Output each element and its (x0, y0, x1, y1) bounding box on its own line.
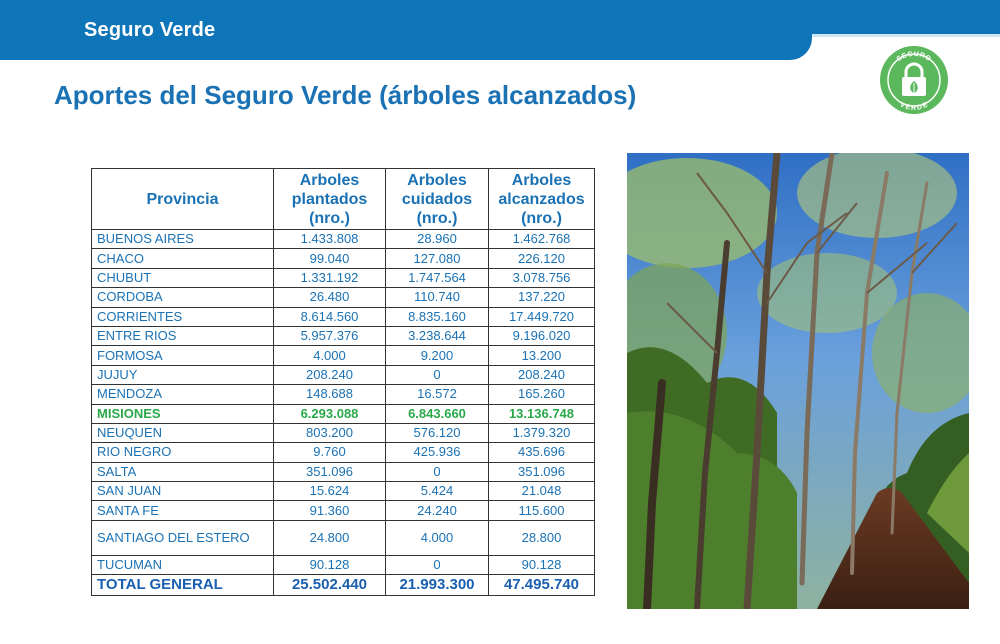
cell-cuidados: 576.120 (386, 423, 489, 442)
cell-cuidados: 0 (386, 555, 489, 574)
cell-alcanzados: 13.136.748 (489, 404, 595, 423)
cell-provincia: TUCUMAN (92, 555, 274, 574)
cell-plantados: 803.200 (274, 423, 386, 442)
cell-provincia: RIO NEGRO (92, 443, 274, 462)
cell-plantados: 4.000 (274, 346, 386, 365)
cell-provincia: CHACO (92, 249, 274, 268)
cell-alcanzados: 208.240 (489, 365, 595, 384)
cell-cuidados: 1.747.564 (386, 268, 489, 287)
cell-provincia: CHUBUT (92, 268, 274, 287)
cell-cuidados: 425.936 (386, 443, 489, 462)
header-title: Seguro Verde (84, 19, 216, 41)
logo-top-text: SEGURO (895, 50, 933, 64)
cell-cuidados: 24.240 (386, 501, 489, 520)
total-cuidados: 21.993.300 (386, 575, 489, 596)
cell-cuidados: 3.238.644 (386, 326, 489, 345)
cell-cuidados: 5.424 (386, 482, 489, 501)
header-bar-extension (812, 0, 1000, 34)
table-row (92, 326, 595, 345)
table-row (92, 249, 595, 268)
total-plantados: 25.502.440 (274, 575, 386, 596)
cell-plantados: 91.360 (274, 501, 386, 520)
table-total-row (92, 575, 595, 596)
table-row (92, 385, 595, 404)
cell-provincia: MISIONES (92, 404, 274, 423)
table-row (92, 482, 595, 501)
seguro-verde-logo (878, 44, 950, 116)
table-header-row (92, 169, 595, 230)
cell-alcanzados: 1.379.320 (489, 423, 595, 442)
cell-plantados: 208.240 (274, 365, 386, 384)
total-label: TOTAL GENERAL (92, 575, 274, 596)
cell-provincia: NEUQUEN (92, 423, 274, 442)
table-row (92, 230, 595, 249)
cell-alcanzados: 165.260 (489, 385, 595, 404)
cell-provincia: JUJUY (92, 365, 274, 384)
cell-cuidados: 0 (386, 462, 489, 481)
cell-provincia: CORDOBA (92, 288, 274, 307)
cell-alcanzados: 3.078.756 (489, 268, 595, 287)
header-bar-accent (812, 34, 1000, 37)
cell-provincia: SANTIAGO DEL ESTERO (92, 520, 274, 555)
table-row (92, 462, 595, 481)
header-cuidados: Arboles cuidados (nro.) (386, 169, 489, 230)
table-row (92, 365, 595, 384)
provinces-table (91, 168, 595, 596)
cell-provincia: SAN JUAN (92, 482, 274, 501)
cell-plantados: 1.331.192 (274, 268, 386, 287)
cell-provincia: ENTRE RIOS (92, 326, 274, 345)
cell-alcanzados: 90.128 (489, 555, 595, 574)
cell-plantados: 26.480 (274, 288, 386, 307)
cell-plantados: 5.957.376 (274, 326, 386, 345)
cell-cuidados: 8.835.160 (386, 307, 489, 326)
header-alcanzados: Arboles alcanzados (nro.) (489, 169, 595, 230)
page-title: Aportes del Seguro Verde (árboles alcanzados) (54, 80, 637, 110)
cell-plantados: 24.800 (274, 520, 386, 555)
cell-cuidados: 110.740 (386, 288, 489, 307)
cell-plantados: 8.614.560 (274, 307, 386, 326)
cell-alcanzados: 28.800 (489, 520, 595, 555)
cell-plantados: 15.624 (274, 482, 386, 501)
table-row-highlighted (92, 404, 595, 423)
header-provincia: Provincia (92, 169, 274, 230)
logo-bottom-text: VERDE (898, 101, 930, 113)
cell-provincia: BUENOS AIRES (92, 230, 274, 249)
cell-alcanzados: 1.462.768 (489, 230, 595, 249)
table-row (92, 501, 595, 520)
cell-plantados: 148.688 (274, 385, 386, 404)
table-row (92, 268, 595, 287)
cell-alcanzados: 13.200 (489, 346, 595, 365)
cell-provincia: SALTA (92, 462, 274, 481)
cell-plantados: 6.293.088 (274, 404, 386, 423)
cell-cuidados: 0 (386, 365, 489, 384)
cell-plantados: 1.433.808 (274, 230, 386, 249)
cell-alcanzados: 435.696 (489, 443, 595, 462)
cell-provincia: CORRIENTES (92, 307, 274, 326)
cell-plantados: 99.040 (274, 249, 386, 268)
table-row (92, 307, 595, 326)
cell-alcanzados: 137.220 (489, 288, 595, 307)
cell-provincia: MENDOZA (92, 385, 274, 404)
cell-alcanzados: 9.196.020 (489, 326, 595, 345)
table-row (92, 520, 595, 555)
table-row (92, 555, 595, 574)
total-alcanzados: 47.495.740 (489, 575, 595, 596)
cell-cuidados: 9.200 (386, 346, 489, 365)
table-row (92, 288, 595, 307)
forest-path-photo (627, 153, 969, 609)
table-row (92, 443, 595, 462)
cell-cuidados: 16.572 (386, 385, 489, 404)
header-plantados: Arboles plantados (nro.) (274, 169, 386, 230)
cell-alcanzados: 351.096 (489, 462, 595, 481)
cell-plantados: 9.760 (274, 443, 386, 462)
cell-alcanzados: 21.048 (489, 482, 595, 501)
cell-provincia: SANTA FE (92, 501, 274, 520)
cell-cuidados: 6.843.660 (386, 404, 489, 423)
table-row (92, 423, 595, 442)
cell-cuidados: 28.960 (386, 230, 489, 249)
cell-alcanzados: 17.449.720 (489, 307, 595, 326)
cell-alcanzados: 226.120 (489, 249, 595, 268)
cell-provincia: FORMOSA (92, 346, 274, 365)
cell-plantados: 351.096 (274, 462, 386, 481)
table-row (92, 346, 595, 365)
cell-plantados: 90.128 (274, 555, 386, 574)
cell-cuidados: 4.000 (386, 520, 489, 555)
cell-cuidados: 127.080 (386, 249, 489, 268)
cell-alcanzados: 115.600 (489, 501, 595, 520)
